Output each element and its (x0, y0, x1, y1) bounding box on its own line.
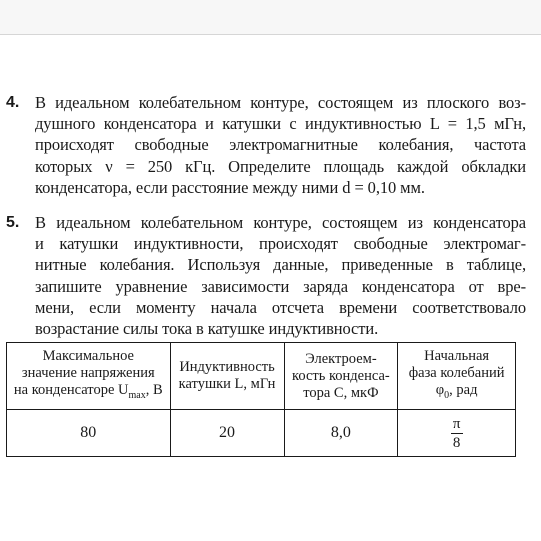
text-line: В идеальном колебательном контуре, состоящем из конденсатора (35, 213, 526, 232)
problem-text (35, 92, 526, 198)
value-inductance: 20 (170, 410, 284, 457)
problem-text (35, 212, 526, 339)
text-line: душного конденсатора и катушки с индуктивностью L = 1,5 мГн, (35, 114, 526, 134)
data-table (6, 342, 516, 457)
value-initial-phase (398, 410, 516, 457)
problem-5 (6, 212, 526, 339)
text-line: возрастание силы тока в катушке индуктивности. (35, 319, 379, 339)
fraction-numerator: π (452, 415, 461, 432)
text-line: мени, если моменту начала отсчета времени соответствовало (35, 297, 526, 317)
text-line: конденсатора, если расстояние между ними d = 0,10 мм. (35, 177, 425, 197)
text-line: которых ν = 250 кГц. Определите площадь каждой обкладки (35, 156, 526, 176)
phase-fraction (451, 415, 463, 452)
header-inductance: Индуктивность катушки L, мГн (170, 343, 284, 410)
text-line: происходят свободные электромагнитные колебания, частота (35, 135, 526, 155)
value-capacitance: 8,0 (284, 410, 398, 457)
fraction-denominator: 8 (452, 434, 461, 451)
header-max-voltage: Максимальное значение напряжения на конденсаторе $U_{max}$, В (7, 343, 171, 410)
value-max-voltage: 80 (7, 410, 171, 457)
text-line: запишите уравнение зависимости заряда конденсатора от вре- (35, 276, 526, 296)
text-line: нитные колебания. Используя данные, приведенные в таблице, (35, 255, 526, 275)
table-header-row (7, 343, 516, 410)
top-bar (0, 0, 541, 35)
text-line: и катушки индуктивности, происходят свободные электромаг- (35, 234, 526, 254)
table-row (7, 410, 516, 457)
text-line: В идеальном колебательном контуре, состоящем из плоского воз- (35, 93, 526, 112)
header-initial-phase: Начальная фаза колебаний $\varphi_0$, рад (398, 343, 516, 410)
problem-number: 5. (6, 214, 20, 231)
header-capacitance: Электроем- кость конденса- тора C, мкФ (284, 343, 398, 410)
problem-4 (6, 92, 526, 198)
problem-number: 4. (6, 94, 20, 111)
